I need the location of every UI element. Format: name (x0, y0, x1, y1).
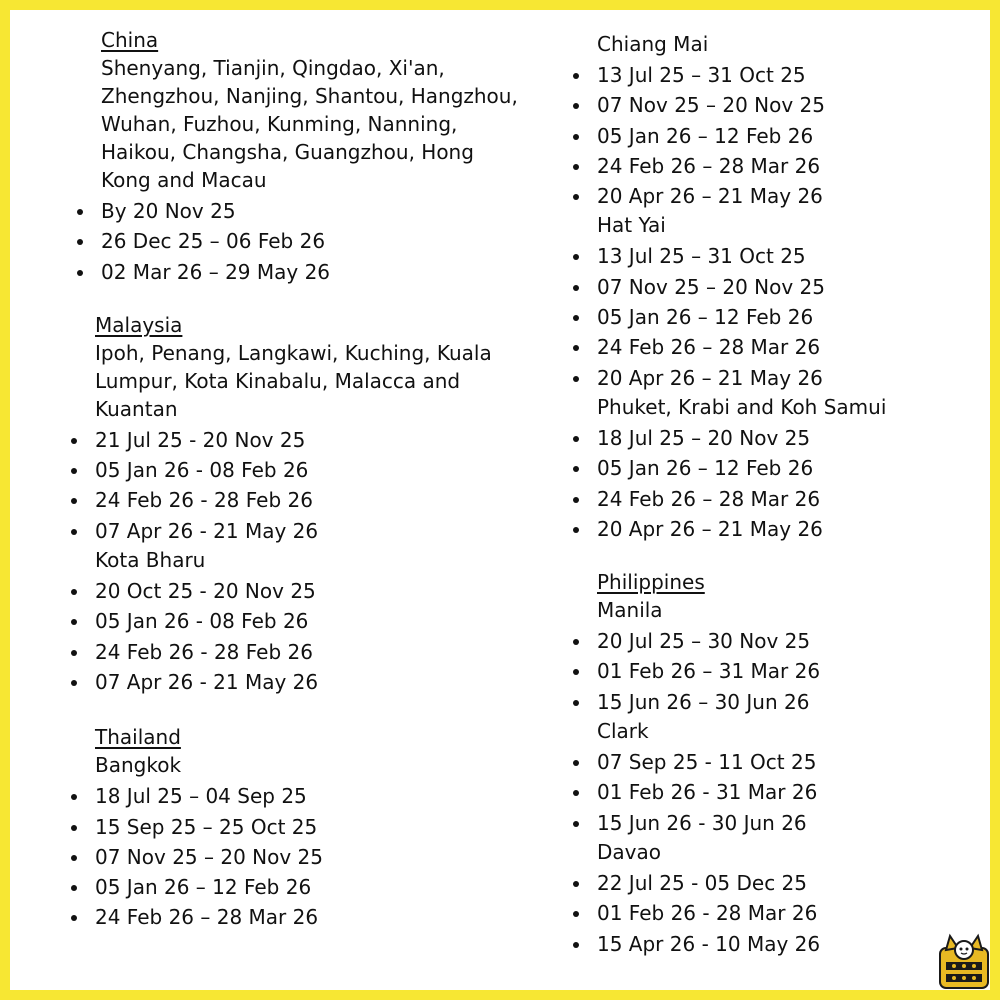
date-range: 18 Jul 25 – 04 Sep 25 (68, 781, 514, 811)
date-range: 05 Jan 26 – 12 Feb 26 (68, 872, 514, 902)
date-list-phuket (570, 423, 1000, 544)
date-range: 24 Feb 26 - 28 Feb 26 (68, 637, 514, 667)
country-philippines: Philippines (597, 570, 705, 595)
date-list-china (74, 196, 514, 287)
date-list-manila (570, 626, 1000, 717)
date-range: 07 Apr 26 - 21 May 26 (68, 516, 514, 546)
date-range: 07 Nov 25 – 20 Nov 25 (570, 272, 1000, 302)
date-list-bangkok (68, 781, 514, 932)
date-range: By 20 Nov 25 (74, 196, 514, 226)
date-range: 01 Feb 26 - 28 Mar 26 (570, 898, 1000, 928)
date-range: 20 Apr 26 – 21 May 26 (570, 514, 1000, 544)
place-davao: Davao (597, 839, 661, 864)
date-range: 05 Jan 26 - 08 Feb 26 (68, 606, 514, 636)
place-bangkok: Bangkok (95, 753, 182, 778)
place-clark: Clark (597, 719, 649, 744)
date-list-hat-yai (570, 241, 1000, 392)
left-column (74, 26, 518, 933)
date-range: 07 Apr 26 - 21 May 26 (68, 667, 514, 697)
date-range: 07 Nov 25 – 20 Nov 25 (68, 842, 514, 872)
date-range: 24 Feb 26 - 28 Feb 26 (68, 485, 514, 515)
right-column (570, 30, 1000, 959)
date-list-kota-bharu (68, 576, 514, 697)
place-hat-yai: Hat Yai (597, 213, 666, 238)
place-kota-bharu: Kota Bharu (95, 548, 206, 573)
lucky-cat-mascot-icon (936, 930, 992, 990)
date-range: 02 Mar 26 – 29 May 26 (74, 257, 514, 287)
place-china-cities: Shenyang, Tianjin, Qingdao, Xi'an, Zhengzhou, Nanjing, Shantou, Hangzhou, Wuhan, Fuzhou, Kunming, Nanning, Haikou, Changsha, Guangzhou, Hong Kong and Macau (101, 56, 518, 192)
place-chiang-mai: Chiang Mai (597, 32, 709, 56)
date-range: 20 Jul 25 – 30 Nov 25 (570, 626, 1000, 656)
place-malaysia-cities: Ipoh, Penang, Langkawi, Kuching, Kuala Lumpur, Kota Kinabalu, Malacca and Kuantan (95, 340, 492, 421)
date-range: 05 Jan 26 - 08 Feb 26 (68, 455, 514, 485)
date-range: 21 Jul 25 - 20 Nov 25 (68, 425, 514, 455)
date-range: 20 Apr 26 – 21 May 26 (570, 363, 1000, 393)
date-range: 13 Jul 25 – 31 Oct 25 (570, 241, 1000, 271)
date-range: 22 Jul 25 - 05 Dec 25 (570, 868, 1000, 898)
date-range: 15 Apr 26 - 10 May 26 (570, 929, 1000, 959)
date-range: 05 Jan 26 – 12 Feb 26 (570, 121, 1000, 151)
date-list-chiang-mai (570, 60, 1000, 211)
date-list-clark (570, 747, 1000, 838)
date-range: 26 Dec 25 – 06 Feb 26 (74, 226, 514, 256)
date-range: 05 Jan 26 – 12 Feb 26 (570, 453, 1000, 483)
date-range: 24 Feb 26 – 28 Mar 26 (570, 151, 1000, 181)
date-range: 24 Feb 26 – 28 Mar 26 (68, 902, 514, 932)
date-range: 24 Feb 26 – 28 Mar 26 (570, 484, 1000, 514)
country-china: China (101, 28, 159, 52)
place-phuket-krabi-koh-samui: Phuket, Krabi and Koh Samui (597, 394, 887, 419)
date-range: 05 Jan 26 – 12 Feb 26 (570, 302, 1000, 332)
date-list-malaysia-cities (68, 425, 514, 546)
country-thailand: Thailand (95, 725, 181, 750)
date-range: 20 Oct 25 - 20 Nov 25 (68, 576, 514, 606)
date-range: 07 Sep 25 - 11 Oct 25 (570, 747, 1000, 777)
date-range: 15 Jun 26 - 30 Jun 26 (570, 808, 1000, 838)
place-manila: Manila (597, 598, 663, 623)
date-range: 07 Nov 25 – 20 Nov 25 (570, 90, 1000, 120)
date-range: 24 Feb 26 – 28 Mar 26 (570, 332, 1000, 362)
date-range: 18 Jul 25 – 20 Nov 25 (570, 423, 1000, 453)
date-range: 13 Jul 25 – 31 Oct 25 (570, 60, 1000, 90)
date-range: 15 Jun 26 – 30 Jun 26 (570, 687, 1000, 717)
date-range: 01 Feb 26 - 31 Mar 26 (570, 777, 1000, 807)
date-range: 01 Feb 26 – 31 Mar 26 (570, 656, 1000, 686)
date-range: 15 Sep 25 – 25 Oct 25 (68, 812, 514, 842)
date-range: 20 Apr 26 – 21 May 26 (570, 181, 1000, 211)
country-malaysia: Malaysia (95, 312, 183, 337)
